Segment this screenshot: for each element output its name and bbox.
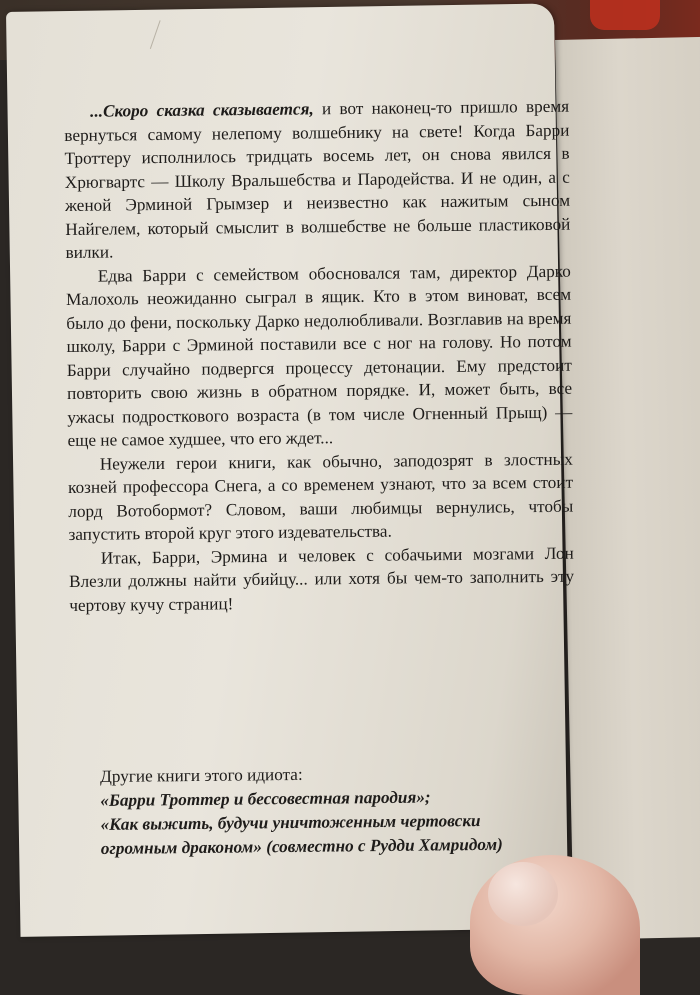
facing-page: [555, 37, 700, 940]
paragraph-1: [64, 95, 571, 265]
blurb-text: [64, 95, 574, 617]
paragraph-1-text: и вот наконец-то пришло время вернуться самому нелепому волшебнику на свете! Когда Барри Троттеру исполнилось тридцать восемь лет, он снова явился в Хрюгвартс — Школу Вральшебства и Пародейства. И не один, а с женой Эрминой Грымзер и неизвестно как нажитым сыном Найгелем, который смыслит в волшебстве не больше пластиковой вилки.: [64, 96, 571, 262]
other-book-1: «Барри Троттер и бессовестная пародия»;: [100, 787, 431, 810]
background-red-object: [590, 0, 660, 30]
intro-bold: ...Скоро сказка сказывается,: [90, 99, 314, 121]
other-book-2: «Как выжить, будучи уничтоженным чертовски огромным драконом» (совместно с Рудди Хамридом): [100, 811, 503, 858]
thumbnail-highlight: [488, 862, 558, 926]
paragraph-3: Неужели герои книги, как обычно, заподозрят в злостных козней профессора Снега, а со временем узнают, что за всем стоит лорд Вотобормот? Словом, ваши любимцы вернулись, чтобы запустить второй круг этого издевательства.: [67, 449, 574, 544]
page-crease: [150, 20, 172, 53]
paragraph-2: Едва Барри с семейством обосновался там, директор Дарко Малохоль неожиданно сыграл в ящик. Кто в этом виноват, всем было до фени, поскольку Дарко недолюбливали. Возглавив на время школу, Барри с Эрминой поставили все с ног на голову. Но потом Барри случайно подвергся процессу детонации. Ему предстоит повторить свою жизнь в обратном порядке. И, может быть, все ужасы подросткового возраста (в том числе Огненный Прыщ) — еще не самое худшее, что его ждет...: [65, 261, 573, 450]
other-books: [100, 760, 551, 861]
other-books-heading: Другие книги этого идиота:: [100, 764, 303, 786]
paragraph-4: Итак, Барри, Эрмина и человек с собачьими мозгами Лон Влезли должны найти убийцу... или хотя бы чем-то заполнить эту чертову кучу страниц!: [68, 543, 575, 615]
